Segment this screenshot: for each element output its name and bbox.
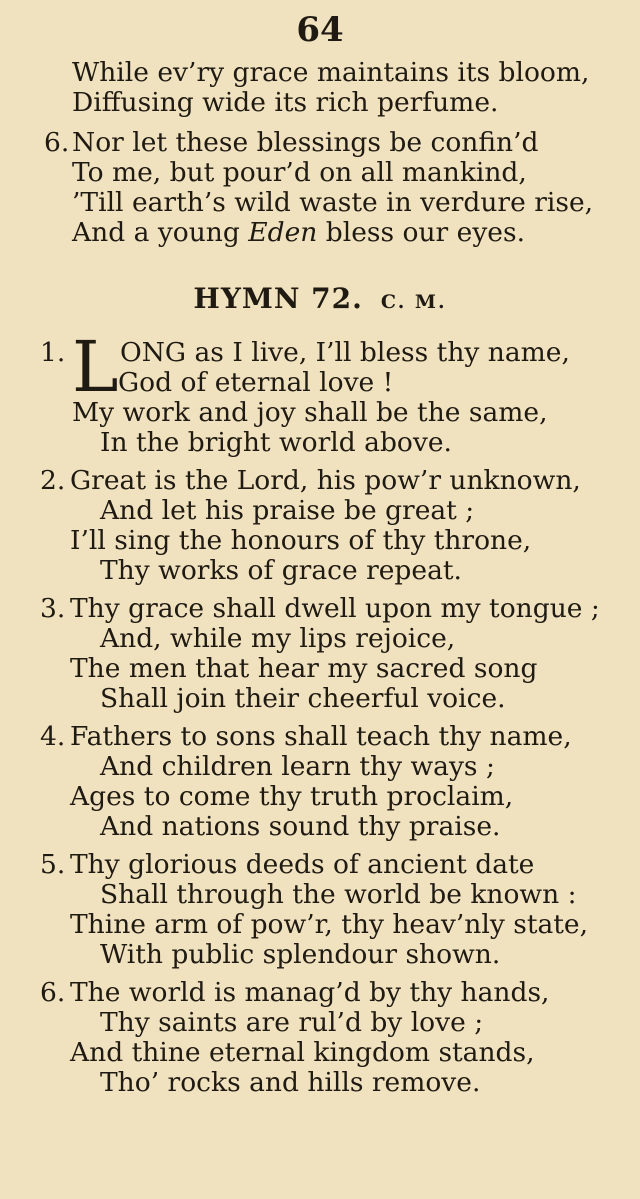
verse-line: Nor let these blessings be confin’d [72, 127, 539, 158]
verse-line: ONG as I live, I’ll bless thy name, [120, 337, 570, 368]
verse-line: In the bright world above. [100, 427, 452, 458]
hymn-meter: C. M. [380, 291, 447, 313]
verse-line: Tho’ rocks and hills remove. [100, 1067, 481, 1098]
verse-line: And, while my lips rejoice, [100, 623, 456, 654]
verse-number: 3. [40, 593, 66, 624]
verse-line: And thine eternal kingdom stands, [70, 1037, 535, 1068]
verse-line: ’Till earth’s wild waste in verdure rise, [72, 187, 594, 218]
verse-line: And nations sound thy praise. [100, 811, 501, 842]
verse-line: To me, but pour’d on all mankind, [72, 157, 527, 188]
verse-line-start: And a young [72, 217, 240, 248]
verse-line: The world is manag’d by thy hands, [70, 977, 550, 1008]
verse-line: My work and joy shall be the same, [72, 397, 548, 428]
verse-line: And children learn thy ways ; [100, 751, 495, 782]
verse-line: And let his praise be great ; [100, 495, 475, 526]
verse-line: Shall through the world be known : [100, 879, 577, 910]
verse-number: 2. [40, 465, 66, 496]
verse-line: Diffusing wide its rich perfume. [72, 87, 499, 118]
verse-line: Thy works of grace repeat. [100, 555, 462, 586]
drop-cap: L [72, 326, 119, 408]
verse-line: The men that hear my sacred song [70, 653, 538, 684]
verse-line: While ev’ry grace maintains its bloom, [72, 57, 590, 88]
verse-line: Thy saints are rul’d by love ; [100, 1007, 484, 1038]
verse-line: With public splendour shown. [100, 939, 501, 970]
verse-number: 5. [40, 849, 66, 880]
hymn-title-text: HYMN 72. [193, 282, 363, 315]
hymn-title [0, 282, 640, 315]
verse-line: Shall join their cheerful voice. [100, 683, 506, 714]
verse-line: Thine arm of pow’r, thy heav’nly state, [70, 909, 589, 940]
italic-word: Eden [248, 217, 318, 248]
verse-line: Ages to come thy truth proclaim, [70, 781, 514, 812]
verse-line [72, 218, 525, 248]
verse-line: Thy glorious deeds of ancient date [70, 849, 535, 880]
verse-number: 6. [44, 127, 70, 158]
verse-line: Thy grace shall dwell upon my tongue ; [70, 593, 600, 624]
verse-number: 4. [40, 721, 66, 752]
verse-line: Great is the Lord, his pow’r unknown, [70, 465, 581, 496]
verse-number: 6. [40, 977, 66, 1008]
verse-line: I’ll sing the honours of thy throne, [70, 525, 532, 556]
verse-line: Fathers to sons shall teach thy name, [70, 721, 572, 752]
verse-number: 1. [40, 337, 66, 368]
verse-line-end: bless our eyes. [325, 217, 525, 248]
page-number: 64 [296, 10, 344, 50]
verse-line: God of eternal love ! [118, 367, 394, 398]
